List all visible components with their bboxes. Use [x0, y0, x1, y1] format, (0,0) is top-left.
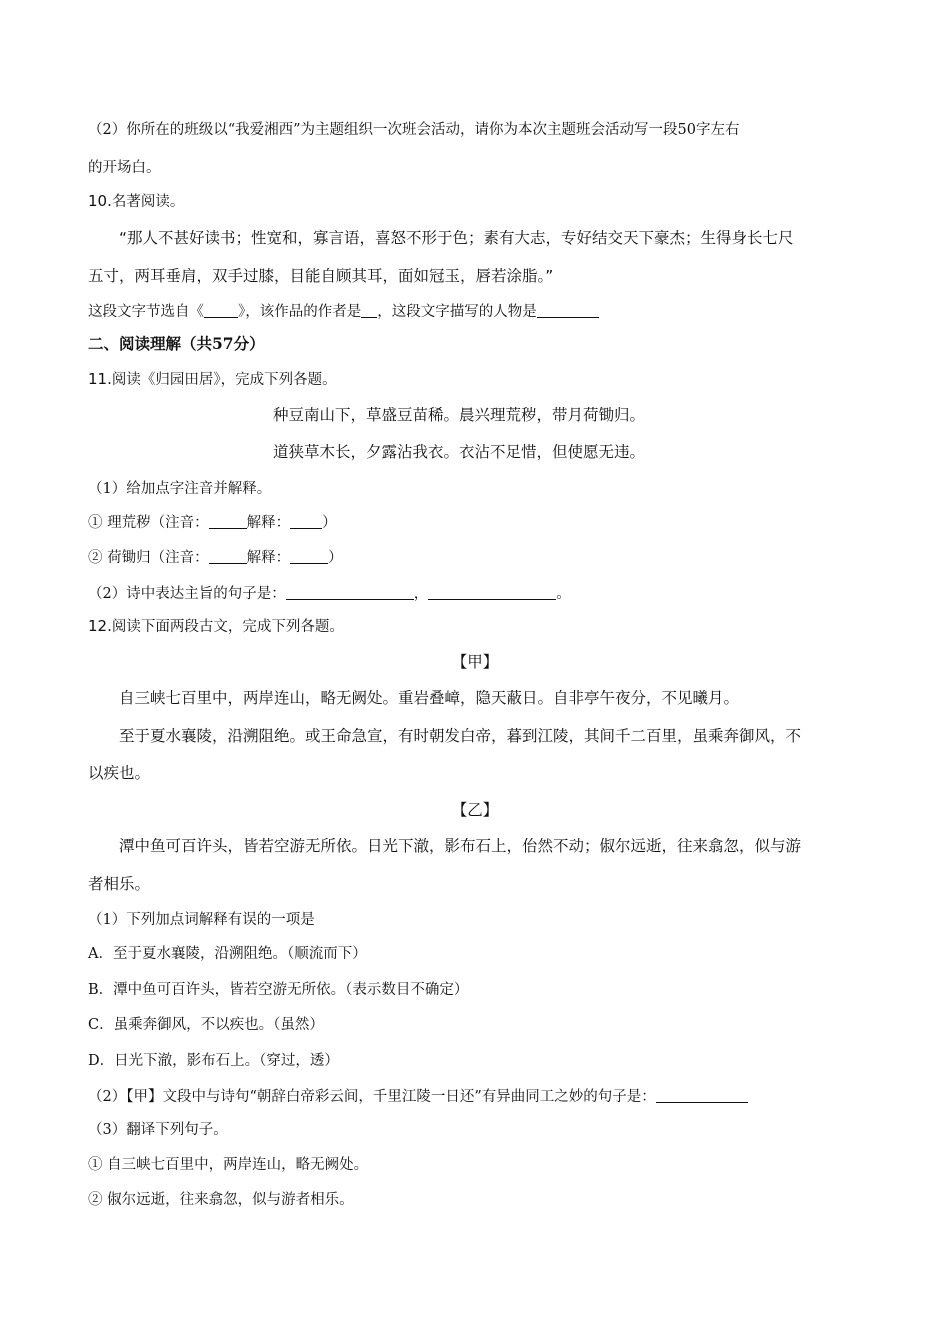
q11-poem-line1: 种豆南山下，草盛豆苗稀。晨兴理荒秽，带月荷锄归。 [273, 406, 646, 424]
q12-number: 12. [88, 617, 112, 635]
q12-yi-p1-line1: 潭中鱼可百许头，皆若空游无所依。日光下澈，影布石上，佁然不动；俶尔远逝，往来翕忽，似与游 [119, 837, 802, 855]
q10-question-part-c: ，这段文字描写的人物是 [377, 304, 537, 320]
q11-item2-end: ） [328, 550, 343, 566]
q11-number: 11. [88, 370, 112, 388]
q12-sub2 [88, 1085, 748, 1106]
q10-author-blank[interactable] [361, 303, 377, 318]
q11-sub1: （1）给加点字注音并解释。 [88, 481, 272, 497]
q11-sub2-blank1[interactable] [286, 585, 414, 600]
q10-title: 名著阅读。 [111, 194, 185, 210]
q10-question-part-a: 这段文字节选自《 [88, 304, 204, 320]
q12-jia-p2-line1: 至于夏水襄陵，沿溯阻绝。或王命急宣，有时朝发白帝，暮到江陵，其间千二百里，虽乘奔御风，不 [119, 727, 802, 745]
q12-sub2-text: （2）【甲】文段中与诗句“朝辞白帝彩云间，千里江陵一日还”有异曲同工之妙的句子是： [88, 1089, 656, 1105]
q12-yi-p1-line2: 者相乐。 [88, 875, 151, 893]
q12-option-c[interactable]: C．虽乘奔御风，不以疾也。（虽然） [88, 1017, 324, 1033]
q11-item2-explain-label: 解释： [246, 550, 291, 566]
q10-question [88, 300, 599, 321]
q12-jia-p1: 自三峡七百里中，两岸连山，略无阙处。重岩叠嶂，隐天蔽日。自非亭午夜分，不见曦月。 [119, 689, 740, 707]
q12-option-a[interactable]: A．至于夏水襄陵，沿溯阻绝。（顺流而下） [88, 946, 367, 962]
q11-heading [88, 368, 337, 389]
q11-item1-label: ① 理荒秽（注音： [88, 515, 209, 531]
section2-heading: 二、阅读理解（共57分） [88, 334, 265, 353]
q11-item1 [88, 511, 337, 532]
q11-item1-end: ） [322, 515, 337, 531]
q10-quote-line2: 五寸，两耳垂肩，双手过膝，目能自顾其耳，面如冠玉，唇若涂脂。” [88, 267, 554, 285]
q11-sub2-comma: ， [413, 586, 429, 602]
q12-translate-2: ② 俶尔远逝，往来翕忽，似与游者相乐。 [88, 1192, 354, 1208]
q10-heading [88, 190, 184, 211]
q12-yi-label: 【乙】 [451, 801, 499, 819]
q9-part2-line1: （2）你所在的班级以“我爱湘西”为主题组织一次班会活动，请你为本次主题班会活动写一段50字左右 [88, 122, 740, 138]
q10-character-blank[interactable] [537, 303, 599, 318]
q11-item1-explain-label: 解释： [246, 515, 291, 531]
q11-item1-pinyin-blank[interactable] [209, 514, 247, 529]
q10-number: 10. [88, 192, 112, 210]
q12-sub1: （1）下列加点词解释有误的一项是 [88, 912, 315, 928]
q11-item2-label: ② 荷锄归（注音： [88, 550, 209, 566]
q11-item2-explain-blank[interactable] [290, 549, 328, 564]
q12-sub2-answer-blank[interactable] [656, 1088, 748, 1103]
q10-quote-line1 [88, 226, 794, 248]
q11-item1-explain-blank[interactable] [290, 514, 322, 529]
q12-jia-label: 【甲】 [451, 653, 499, 671]
q12-translate-1: ① 自三峡七百里中，两岸连山，略无阙处。 [88, 1157, 369, 1173]
q12-jia-p2-line2: 以疾也。 [88, 764, 151, 782]
q12-option-d[interactable]: D．日光下澈，影布石上。（穿过，透） [88, 1053, 339, 1069]
q11-sub2 [88, 582, 571, 603]
q10-question-part-b: 》，该作品的作者是 [238, 304, 362, 320]
q12-sub3: （3）翻译下列句子。 [88, 1122, 228, 1138]
q11-sub2-blank2[interactable] [428, 585, 556, 600]
q11-sub2-period: 。 [556, 586, 571, 602]
q9-part2-line2: 的开场白。 [88, 160, 161, 176]
q12-option-b[interactable]: B．潭中鱼可百许头，皆若空游无所依。（表示数目不确定） [88, 982, 469, 998]
q12-heading [88, 615, 344, 636]
q11-sub2-text: （2）诗中表达主旨的句子是： [88, 586, 286, 602]
q11-item2 [88, 546, 343, 567]
q10-quote-text1: “那人不甚好读书；性宽和，寡言语，喜怒不形于色；素有大志，专好结交天下豪杰；生得身长七尺 [119, 229, 794, 247]
q12-title: 阅读下面两段古文，完成下列各题。 [111, 619, 344, 635]
q10-book-blank[interactable] [204, 303, 238, 318]
q11-poem-line2: 道狭草木长，夕露沾我衣。衣沾不足惜，但使愿无违。 [273, 443, 646, 461]
q11-title: 阅读《归园田居》，完成下列各题。 [111, 372, 337, 388]
q11-item2-pinyin-blank[interactable] [209, 549, 247, 564]
